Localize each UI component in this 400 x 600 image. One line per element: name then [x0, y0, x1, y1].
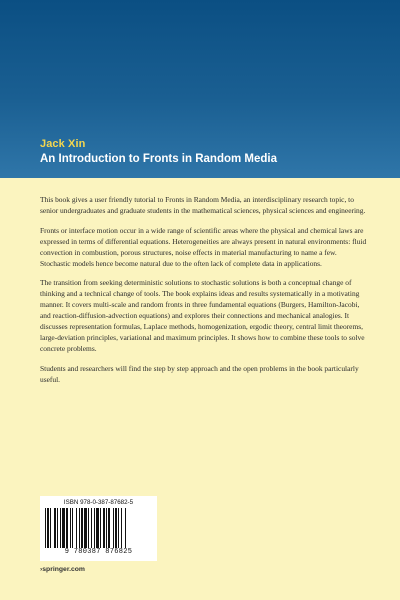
arrow-icon: ›: [40, 566, 43, 573]
publisher-text: springer.com: [42, 566, 85, 573]
header-band: [0, 0, 400, 178]
publisher-url: [40, 566, 85, 573]
barcode-digits: 9 780387 876825: [64, 548, 133, 556]
author-name: Jack Xin: [40, 138, 86, 150]
barcode-bars: [45, 508, 152, 548]
description-paragraph: Fronts or interface motion occur in a wide range of scientific areas where the physical and chemical laws are expressed in terms of differential equations. Heterogeneities are always present in natural environments: fluid convection in combustion, porous structures, noise effects in material manufacturing to name a few. Stochastic models hence become natural due to the often lack of complete data in applications.: [40, 225, 367, 268]
isbn-barcode: [40, 496, 157, 561]
description: [40, 194, 368, 393]
book-title: An Introduction to Fronts in Random Media: [40, 153, 278, 165]
description-paragraph: The transition from seeking deterministic solutions to stochastic solutions is both a conceptual change of thinking and a technical change of tools. The book explains ideas and results systematically in a motivating manner. It covers multi-scale and random fronts in three fundamental equations (Burgers, Hamilton-Jacobi, and reaction-diffusion-advection equations) and explores their connections and mechanical analogies. It discusses representation formulas, Laplace methods, homogenization, ergodic theory, central limit theorems, large-deviation principles, variational and maximum principles. It shows how to combine these tools to solve concrete problems.: [40, 278, 365, 353]
description-paragraph: Students and researchers will find the step by step approach and the open problems in the book particularly useful.: [40, 363, 359, 384]
description-paragraph: This book gives a user friendly tutorial to Fronts in Random Media, an interdisciplinary research topic, to senior undergraduates and graduate students in the mathematical sciences, physical sciences and engineering.: [40, 195, 366, 215]
isbn-label: ISBN 978-0-387-87682-5: [63, 499, 134, 506]
